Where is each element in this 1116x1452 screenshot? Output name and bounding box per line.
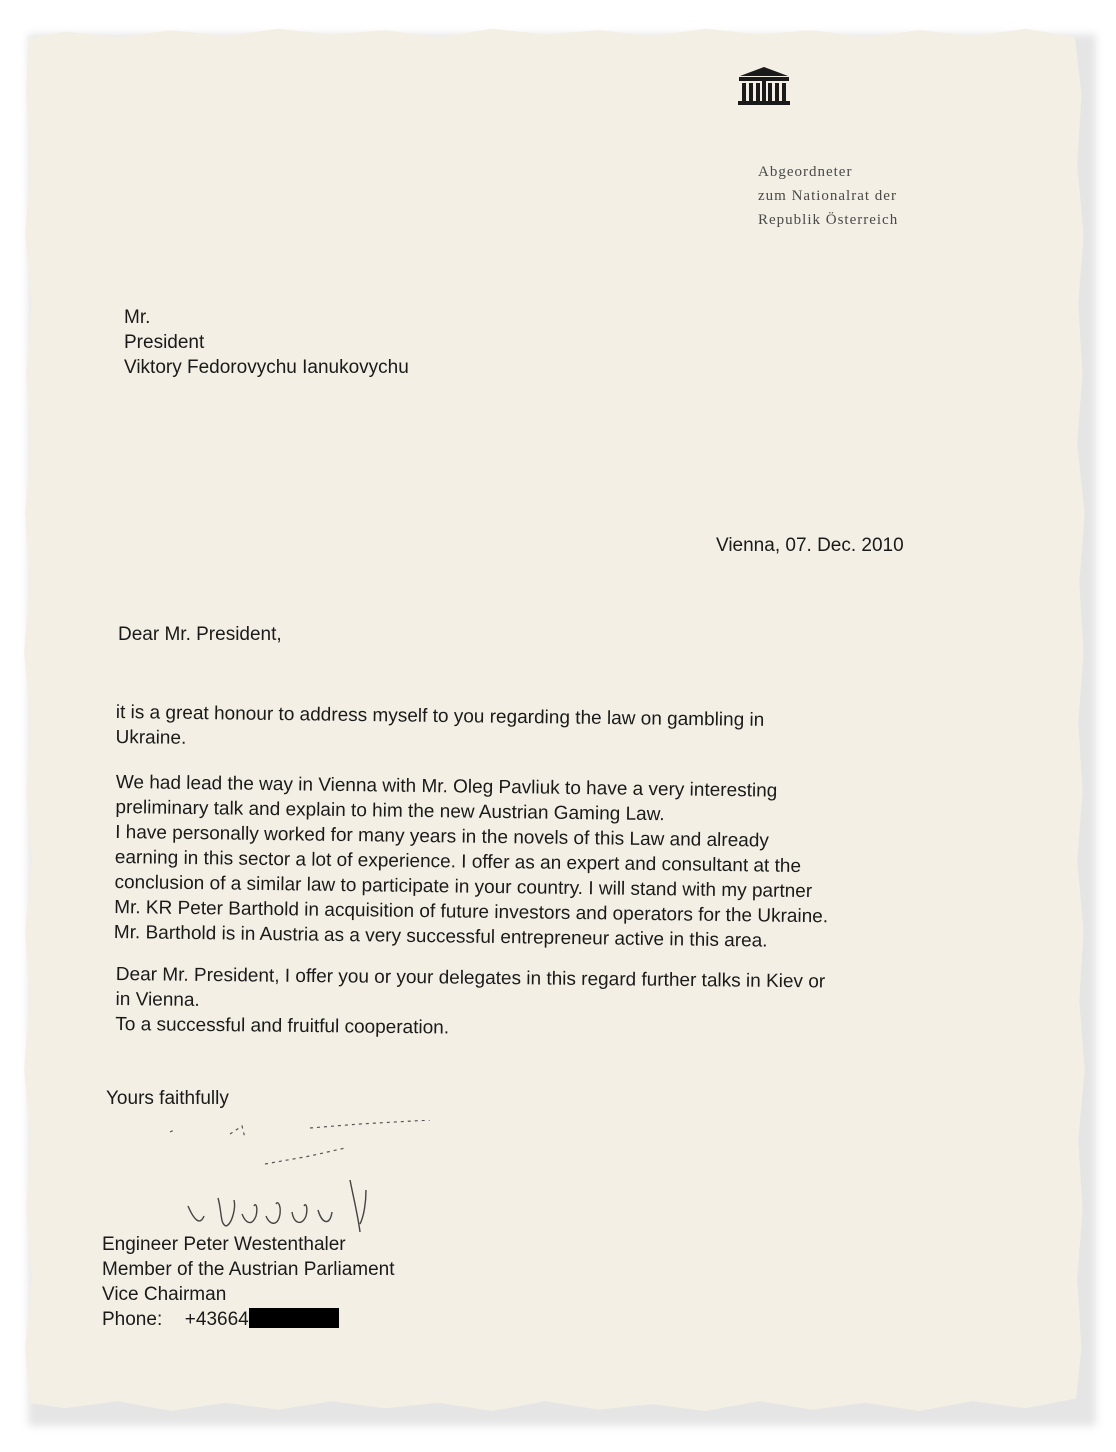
letterhead-line: Abgeordneter bbox=[758, 164, 853, 180]
paragraph-offer bbox=[115, 962, 825, 1044]
letterhead-line: Republik Österreich bbox=[758, 212, 899, 228]
paragraph-line: preliminary talk and explain to him the new Austrian Gaming Law. bbox=[115, 796, 665, 826]
letterhead bbox=[758, 160, 898, 232]
recipient-line: Viktory Fedorovychu Ianukovychu bbox=[124, 357, 409, 378]
paragraph-body bbox=[114, 770, 830, 954]
signer-name: Engineer Peter Westenthaler bbox=[102, 1234, 346, 1255]
handwritten-signature bbox=[160, 1120, 450, 1250]
recipient-line: President bbox=[124, 332, 205, 353]
paragraph-line: in Vienna. bbox=[115, 988, 200, 1011]
paragraph-line: Mr. KR Peter Barthold in acquisition of future investors and operators for the Ukraine. bbox=[114, 896, 829, 928]
parliament-crest-icon bbox=[736, 64, 792, 106]
paragraph-line: I have personally worked for many years in the novels of this Law and already bbox=[115, 821, 770, 852]
closing: Yours faithfully bbox=[106, 1088, 229, 1109]
salutation: Dear Mr. President, bbox=[118, 624, 282, 645]
paragraph-line: it is a great honour to address myself to you regarding the law on gambling in bbox=[115, 701, 765, 731]
paragraph-line: We had lead the way in Vienna with Mr. Oleg Pavliuk to have a very interesting bbox=[115, 771, 778, 802]
letterhead-line: zum Nationalrat der bbox=[758, 188, 897, 204]
paragraph-intro bbox=[115, 700, 764, 758]
paragraph-line: Ukraine. bbox=[115, 726, 187, 749]
recipient-line: Mr. bbox=[124, 307, 151, 328]
recipient-address bbox=[124, 305, 409, 380]
paragraph-line: Dear Mr. President, I offer you or your delegates in this regard further talks in Kiev or bbox=[115, 963, 826, 993]
phone-label: Phone: bbox=[102, 1309, 163, 1330]
paragraph-line: conclusion of a similar law to participate in your country. I will stand with my partner bbox=[114, 871, 813, 903]
redaction-bar bbox=[249, 1308, 339, 1328]
signer-phone bbox=[102, 1307, 395, 1332]
paragraph-line: To a successful and fruitful cooperation. bbox=[115, 1013, 450, 1039]
signer-role: Vice Chairman bbox=[102, 1284, 227, 1305]
paragraph-line: Mr. Barthold is in Austria as a very successful entrepreneur active in this area. bbox=[113, 921, 768, 952]
signer-title: Member of the Austrian Parliament bbox=[102, 1259, 395, 1280]
paragraph-line: earning in this sector a lot of experience. I offer as an expert and consultant at the bbox=[114, 846, 802, 877]
signature-block bbox=[102, 1232, 395, 1332]
phone-number: +43664 bbox=[184, 1309, 249, 1330]
letter-date: Vienna, 07. Dec. 2010 bbox=[716, 535, 904, 556]
